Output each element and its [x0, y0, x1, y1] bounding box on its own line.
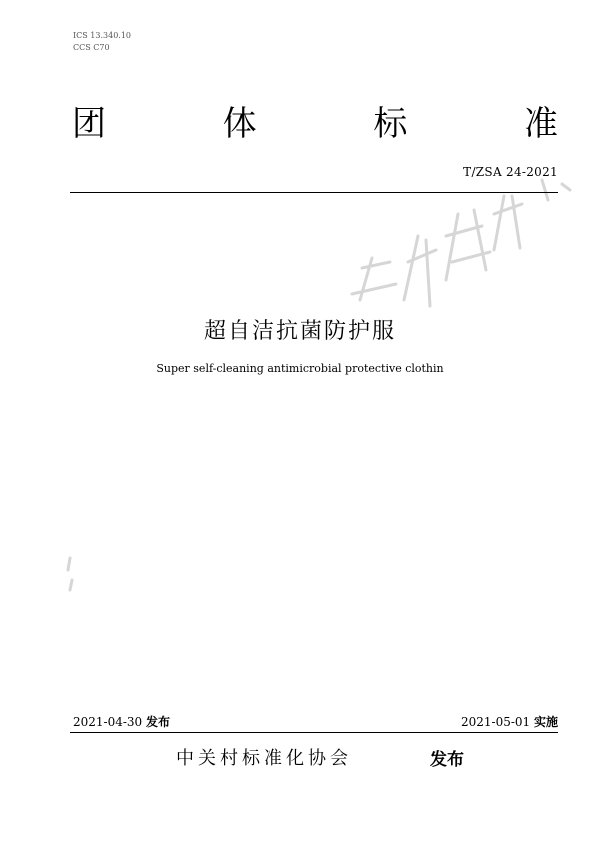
title-char: 体	[222, 104, 257, 144]
watermark-strokes	[68, 180, 570, 590]
classification-codes	[73, 30, 131, 54]
title-char: 团	[72, 104, 106, 144]
top-divider	[70, 192, 558, 193]
standard-name-en: Super self-cleaning antimicrobial protective clothin	[156, 362, 444, 375]
ccs-code: CCS C70	[73, 43, 110, 52]
document-type-title	[72, 103, 558, 145]
implement-label: 实施	[533, 715, 558, 729]
implement-date-line	[461, 714, 558, 730]
publish-date-line	[73, 714, 170, 730]
implement-date: 2021-05-01	[460, 715, 531, 729]
issuing-organization: 中关村标准化协会	[176, 748, 352, 769]
title-char: 准	[523, 104, 558, 144]
publish-date: 2021-04-30	[73, 715, 143, 729]
title-char: 标	[373, 104, 408, 144]
standard-name-cn: 超自洁抗菌防护服	[203, 319, 396, 344]
bottom-divider	[70, 732, 558, 733]
publish-label: 发布	[146, 715, 171, 729]
ics-code: ICS 13.340.10	[73, 31, 132, 40]
standard-number: T/ZSA 24-2021	[463, 165, 558, 179]
issue-label: 发布	[430, 750, 464, 770]
